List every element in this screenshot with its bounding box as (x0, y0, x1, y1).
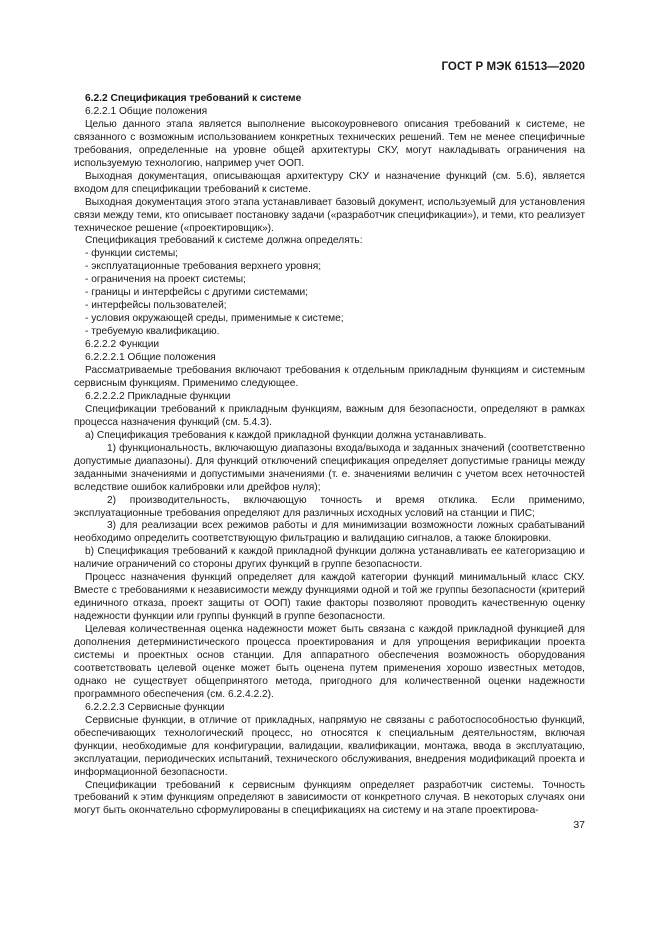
list-item: - эксплуатационные требования верхнего уровня; (85, 261, 322, 273)
section-heading-6-2-2-1: 6.2.2.1 Общие положения (85, 105, 208, 117)
list-item-a3: 3) для реализации всех режимов работы и для минимизации возможности ложных срабатываний необходимо определить соответствующую фильтрацию и валидацию сигналов, а также блокировки. (74, 520, 585, 545)
list-item-a2: 2) производительность, включающую точность и время отклика. Если применимо, эксплуатационные требования определяют для различных исходных условий на станции и ПИС; (74, 494, 585, 519)
document-body (74, 93, 585, 818)
section-heading-6-2-2-2: 6.2.2.2 Функции (85, 339, 160, 351)
list-item: - интерфейсы пользователей; (85, 300, 227, 312)
paragraph: Процесс назначения функций определяет для каждой категории функций минимальный класс СКУ. Вместе с требованиями к независимости между функциями одной и той же группы безопасности (критерий единичного отказа, проект защиты от ООП) такие факторы позволяют проводить качественную оценку надежности функции или группы функций в группе безопасности. (74, 572, 585, 623)
list-item: - ограничения на проект системы; (85, 274, 246, 286)
section-heading-6-2-2-2-2: 6.2.2.2.2 Прикладные функции (85, 390, 231, 402)
section-heading-6-2-2: 6.2.2 Спецификация требований к системе (85, 93, 302, 104)
list-item: - границы и интерфейсы с другими системами; (85, 287, 309, 299)
list-item: - функции системы; (85, 248, 178, 260)
paragraph: Спецификации требований к прикладным функциям, важным для безопасности, определяют в рамках процесса назначения функций (см. 5.4.3). (74, 403, 585, 428)
paragraph: Спецификации требований к сервисным функциям определяет разработчик системы. Точность требований к этим функциям определяют в зависимости от конкретного случая. В некоторых случаях они могут быть окончательно сформулированы в спецификациях на систему и на этапе проектирова- (74, 779, 585, 817)
list-item: - требуемую квалификацию. (85, 326, 220, 338)
paragraph: Целью данного этапа является выполнение высокоуровневого описания требований к системе, не связанного с возможным использованием конкретных технических решений. Тем не менее специфичные требования, определенные на уровне общей архитектуры СКУ, могут накладывать ограничения на используемую технологию, например учет ООП. (74, 118, 585, 169)
page-number: 37 (573, 819, 585, 831)
section-heading-6-2-2-2-3: 6.2.2.2.3 Сервисные функции (85, 701, 225, 713)
list-item: - условия окружающей среды, применимые к системе; (85, 313, 344, 325)
list-item-a: a) Спецификация требования к каждой прикладной функции должна устанавливать. (85, 429, 487, 441)
paragraph: Выходная документация, описывающая архитектуру СКУ и назначение функций (см. 5.6), является входом для спецификации требований к системе. (74, 170, 585, 195)
section-heading-6-2-2-2-1: 6.2.2.2.1 Общие положения (85, 352, 216, 364)
paragraph: Рассматриваемые требования включают требования к отдельным прикладным функциям и системным сервисным функциям. Применимо следующее. (74, 365, 585, 389)
paragraph: Выходная документация этого этапа устанавливает базовый документ, используемый для установления связи между теми, кто описывает постановку задачи («разработчик спецификации»), и теми, кто реализует техническое решение («проектировщик»). (74, 196, 585, 234)
paragraph: Целевая количественная оценка надежности может быть связана с каждой прикладной функцией для дополнения детерминистического процесса проектирования и для упрощения верификации проекта системы и проектных основ станции. Для аппаратного обеспечения возможность оборудования соответствовать целевой оценке может быть оценена путем применения хорошо известных методов, однако не существует общепринятого метода, пригодного для количественной оценки надежности программного обеспечения (см. 6.2.4.2.2). (74, 624, 585, 700)
paragraph: Сервисные функции, в отличие от прикладных, напрямую не связаны с работоспособностью функций, обеспечивающих технологический процесс, но относятся к специальным деятельностям, включая функции, необходимые для конфигурации, валидации, квалификации, монтажа, ввода в эксплуатацию, эксплуатации, периодических испытаний, технического обслуживания, внедрения модификаций проекта и информационной безопасности. (74, 714, 585, 778)
list-item-a1: 1) функциональность, включающую диапазоны входа/выхода и заданных значений (соответственно допустимые диапазоны). Для функций отключений спецификация определяет допустимые границы между заданными значениями и допустимыми значениями (т. е. значениями величин c учетом всех неточностей вследствие ошибок калибровки или дрейфов нуля); (74, 442, 585, 493)
paragraph: Спецификация требований к системе должна определять: (85, 235, 363, 247)
list-item-b: b) Спецификация требований к каждой прикладной функции должна устанавливать ее категоризацию и наличие ограничений со стороны других функций в группе безопасности. (74, 546, 585, 571)
standard-header: ГОСТ Р МЭК 61513—2020 (441, 61, 585, 73)
